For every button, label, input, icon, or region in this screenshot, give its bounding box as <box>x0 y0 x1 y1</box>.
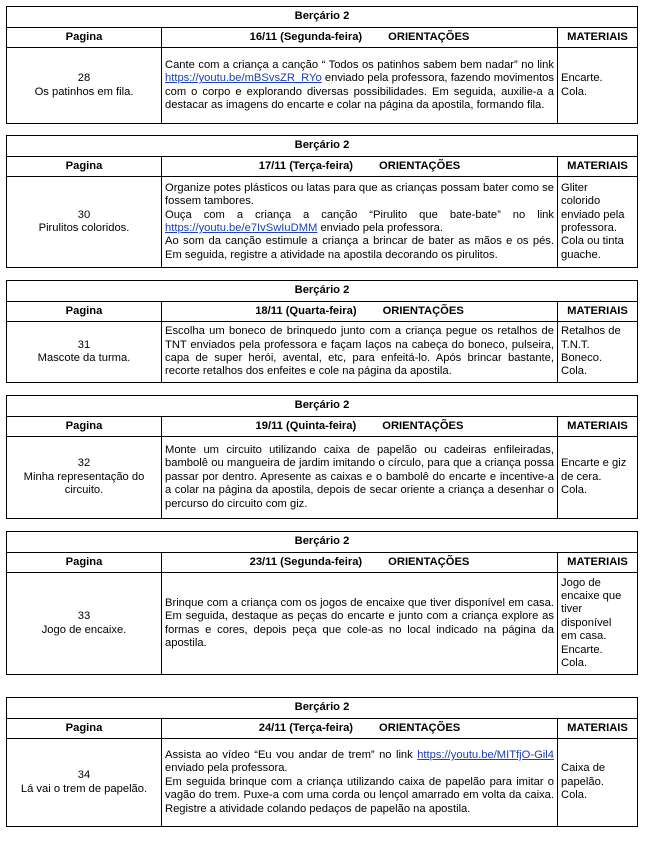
column-header-page: Pagina <box>7 719 162 739</box>
material-item: Cola. <box>561 657 588 670</box>
date-label: 19/11 (Quinta-feira) <box>255 419 357 432</box>
date-label: 24/11 (Terça-feira) <box>258 721 354 734</box>
column-header-page: Pagina <box>7 553 162 573</box>
material-item: Cola. <box>561 484 588 497</box>
column-header-date <box>162 719 558 739</box>
column-header-page: Pagina <box>7 302 162 322</box>
activity-title: Os patinhos em fila. <box>34 85 134 98</box>
column-header-date <box>162 28 558 48</box>
orientations-label: ORIENTAÇÕES <box>379 159 461 172</box>
plan-table <box>6 280 638 383</box>
material-item: Encarte e giz <box>561 457 627 470</box>
column-header-materials: MATERIAIS <box>558 417 638 437</box>
page-cell <box>7 437 162 519</box>
page-cell <box>7 322 162 383</box>
material-item: Retalhos de <box>561 325 621 338</box>
orientations-label: ORIENTAÇÕES <box>382 419 464 432</box>
column-header-date <box>162 553 558 573</box>
page-cell <box>7 48 162 124</box>
material-item: Caixa de <box>561 762 606 775</box>
material-item: disponível <box>561 616 612 629</box>
material-item: Cola ou tinta <box>561 235 624 248</box>
page-number: 31 <box>77 338 91 351</box>
date-label: 17/11 (Terça-feira) <box>258 159 354 172</box>
material-item: Cola. <box>561 85 588 98</box>
text-segment: Ao som da canção estimule a criança a brincar de bater as mãos e os pés. Em seguida, registre a atividade na apostila decorando os pirulitos. <box>165 235 554 261</box>
column-header-date <box>162 417 558 437</box>
column-header-materials: MATERIAIS <box>558 719 638 739</box>
column-header-date <box>162 302 558 322</box>
orientation-text: Escolha um boneco de brinquedo junto com a criança pegue os retalhos de TNT enviados pela professora e façam laços na cabeça do boneco, pulseira, capa de super herói, avental, etc, para enfeitá-lo. Após brincar bastante, recorte retalhos dos enfeites e cole na página da apostila. <box>162 322 558 383</box>
page-cell <box>7 177 162 268</box>
column-header-page: Pagina <box>7 28 162 48</box>
text-segment: Organize potes plásticos ou latas para que as crianças possam bater como se fossem tambores. <box>165 181 554 208</box>
column-header-materials: MATERIAIS <box>558 157 638 177</box>
material-item: Encarte. <box>561 643 603 656</box>
page-number: 32 <box>77 457 91 470</box>
video-link[interactable]: https://youtu.be/e7IvSwIuDMM <box>165 222 318 234</box>
column-header-page: Pagina <box>7 417 162 437</box>
text-segment: enviado pela professora, fazendo movimentos com o corpo e explorando diversas possibilidades. Em seguida, auxilie-a a destacar as imagens do encarte e colar na página da apostila, formando fila. <box>165 72 554 111</box>
material-item: T.N.T. <box>561 338 590 351</box>
orientation-text: Monte um circuito utilizando caixa de papelão ou cadeiras enfileiradas, bambolê ou mangueira de jardim imitando o círculo, para que a criança possa passar por dentro. Apresente as caixas e o bambolê do encarte e incentive-a a colar na página da apostila, depois de secar oriente a criança a desenhar o percurso do circuito com giz. <box>162 437 558 519</box>
video-link[interactable]: https://youtu.be/mBSvsZR_RYo <box>165 72 322 85</box>
table-title: Berçário 2 <box>7 136 638 157</box>
page-number: 28 <box>77 72 91 85</box>
activity-title: Jogo de encaixe. <box>41 623 127 636</box>
table-title: Berçário 2 <box>7 532 638 553</box>
plan-table <box>6 531 638 675</box>
material-item: colorido <box>561 195 601 208</box>
text-segment: Ouça com a criança a canção “Pirulito que bate-bate” no link <box>165 208 554 221</box>
column-header-materials: MATERIAIS <box>558 302 638 322</box>
material-item: Jogo de <box>561 576 601 589</box>
material-item: Boneco. <box>561 352 603 364</box>
material-item: papelão. <box>561 775 604 788</box>
material-item: tiver <box>561 603 583 616</box>
orientations-label: ORIENTAÇÕES <box>382 304 464 317</box>
text-segment: enviado pela professora. <box>317 222 443 234</box>
orientation-text <box>162 177 558 268</box>
orientations-label: ORIENTAÇÕES <box>388 30 470 43</box>
activity-title: Mascote da turma. <box>37 352 131 364</box>
table-title: Berçário 2 <box>7 698 638 719</box>
text-segment: enviado pela professora. <box>165 762 288 775</box>
material-item: Gliter <box>561 181 588 194</box>
materials-cell <box>558 322 638 383</box>
date-label: 18/11 (Quarta-feira) <box>255 304 357 317</box>
video-link[interactable]: https://youtu.be/MITfjO-Gil4 <box>417 748 554 761</box>
material-item: professora. <box>561 222 617 234</box>
orientation-text: Brinque com a criança com os jogos de encaixe que tiver disponível em casa. Em seguida, destaque as peças do encarte e junto com a criança explore as formas e cores, depois peça que cole-as no local indicado na página da apostila. <box>162 573 558 675</box>
orientations-label: ORIENTAÇÕES <box>388 555 470 568</box>
text-segment: Cante com a criança a canção “ Todos os patinhos sabem bem nadar” no link <box>165 58 554 71</box>
materials-cell <box>558 739 638 827</box>
activity-title: Pirulitos coloridos. <box>38 222 130 234</box>
material-item: encaixe que <box>561 589 622 602</box>
orientation-text <box>162 48 558 124</box>
page-cell <box>7 739 162 827</box>
material-item: Encarte. <box>561 72 603 85</box>
text-segment: Assista ao vídeo “Eu vou andar de trem” no link <box>165 748 418 761</box>
date-label: 23/11 (Segunda-feira) <box>249 555 363 568</box>
page-number: 30 <box>77 208 91 221</box>
text-segment: Em seguida brinque com a criança utilizando caixa de papelão para imitar o vagão do trem. Puxe-a com uma corda ou lençol amarrado em volta da caixa. Registre a atividade colando pedaços de papelão na apostila. <box>165 775 554 815</box>
table-title: Berçário 2 <box>7 7 638 28</box>
material-item: de cera. <box>561 470 602 483</box>
page-cell <box>7 573 162 675</box>
material-item: Cola. <box>561 365 588 378</box>
orientations-label: ORIENTAÇÕES <box>379 721 461 734</box>
table-title: Berçário 2 <box>7 396 638 417</box>
column-header-date <box>162 157 558 177</box>
plan-table <box>6 6 638 124</box>
activity-title: Lá vai o trem de papelão. <box>20 782 148 795</box>
date-label: 16/11 (Segunda-feira) <box>249 30 363 43</box>
activity-title: Minha representação do circuito. <box>23 470 145 497</box>
materials-cell <box>558 437 638 519</box>
material-item: guache. <box>561 248 601 261</box>
materials-cell <box>558 177 638 268</box>
material-item: em casa. <box>561 630 607 643</box>
plan-table <box>6 135 638 268</box>
column-header-materials: MATERIAIS <box>558 28 638 48</box>
plan-table <box>6 697 638 827</box>
column-header-materials: MATERIAIS <box>558 553 638 573</box>
page-number: 34 <box>77 769 91 782</box>
table-title: Berçário 2 <box>7 281 638 302</box>
material-item: Cola. <box>561 789 588 802</box>
material-item: enviado pela <box>561 208 625 221</box>
orientation-text <box>162 739 558 827</box>
column-header-page: Pagina <box>7 157 162 177</box>
page-number: 33 <box>77 610 91 623</box>
plan-table <box>6 395 638 519</box>
materials-cell <box>558 573 638 675</box>
materials-cell <box>558 48 638 124</box>
